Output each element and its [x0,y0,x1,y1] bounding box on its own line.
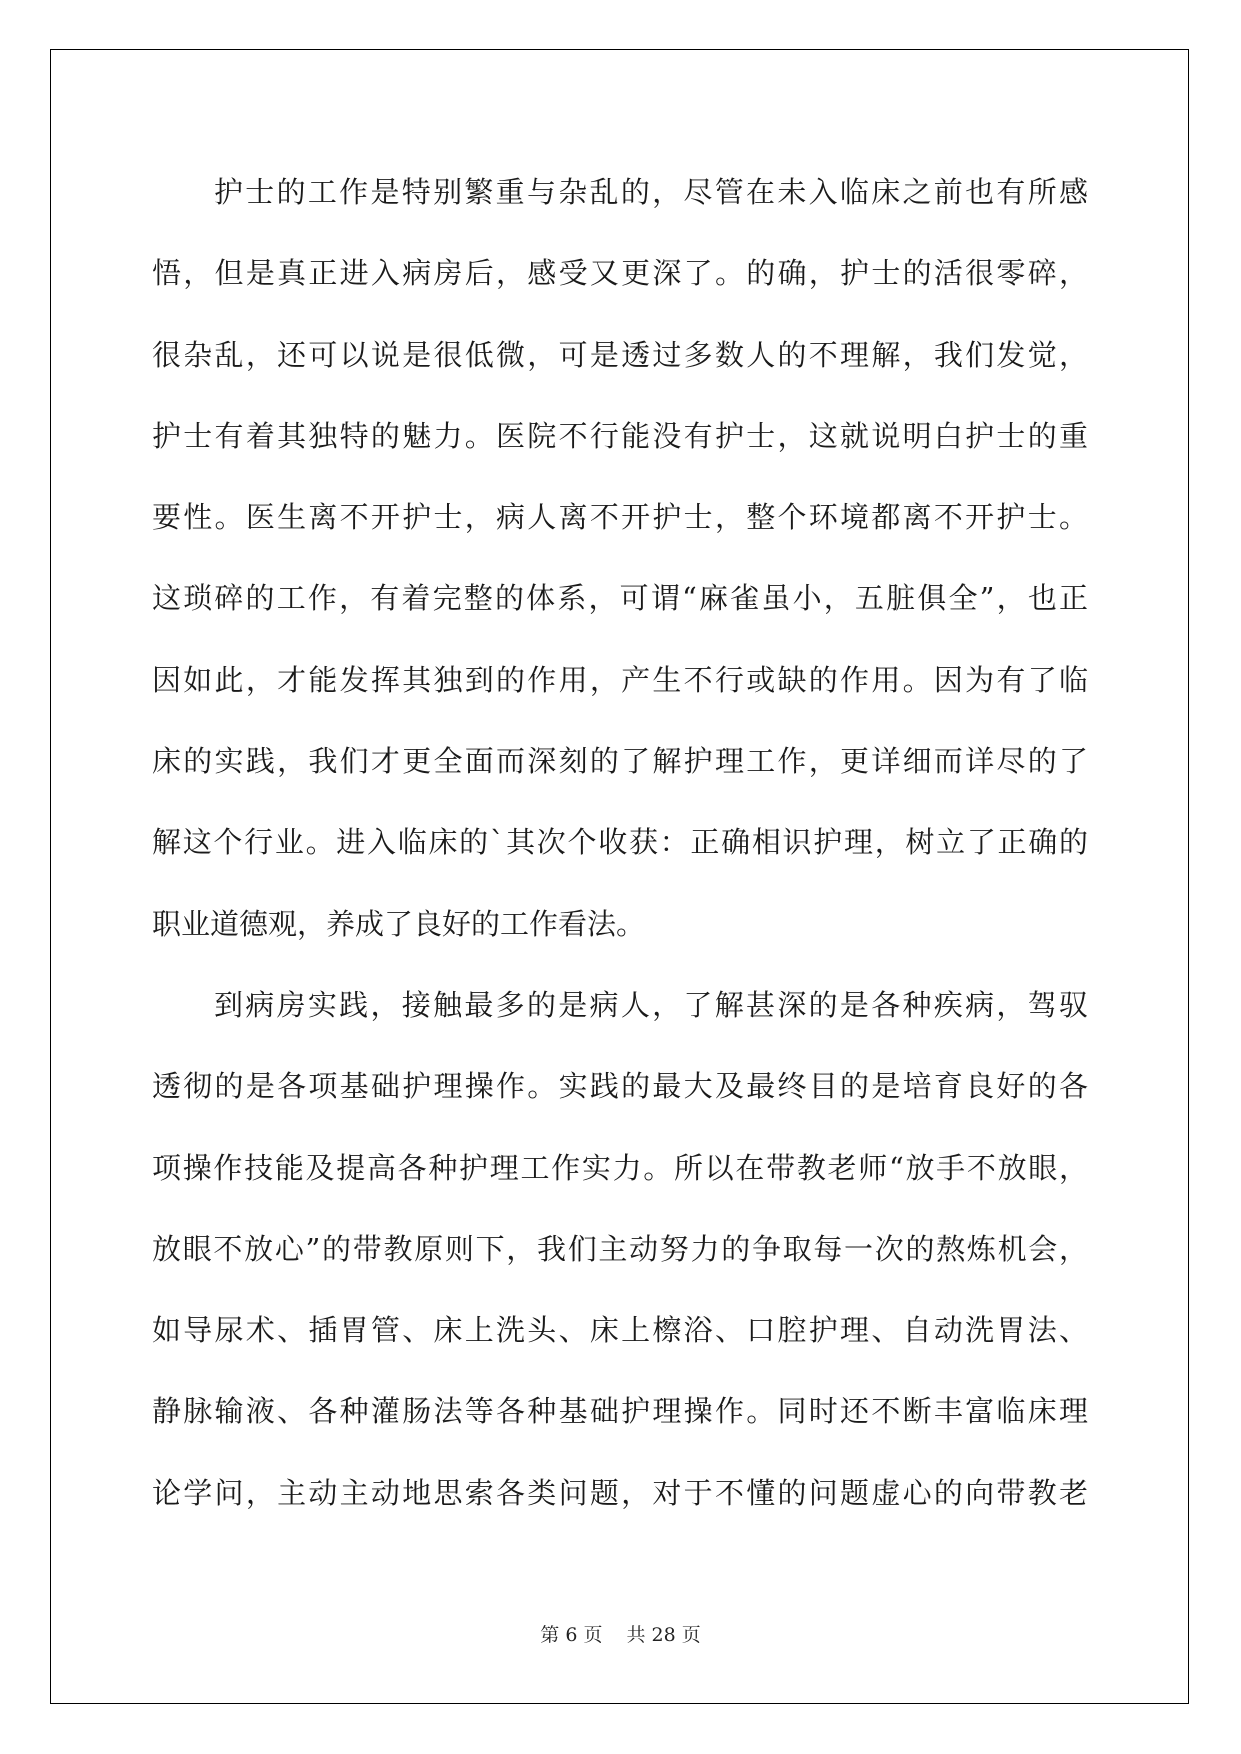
page-number: 第 6 页 [540,1624,603,1646]
paragraph-2-line-6: 静脉输液、各种灌肠法等各种基础护理操作。同时还不断丰富临床理 [152,1394,1088,1429]
paragraph-1-line-8: 床的实践，我们才更全面而深刻的了解护理工作，更详细而详尽的了 [152,744,1088,779]
paragraph-2-line-1: 到病房实践，接触最多的是病人，了解甚深的是各种疾病，驾驭 [214,987,1088,1022]
paragraph-1-line-10: 职业道德观，养成了良好的工作看法。 [152,906,646,941]
paragraph-2-line-5: 如导尿术、插胃管、床上洗头、床上檫浴、口腔护理、自动洗胃法、 [152,1313,1088,1348]
paragraph-1-line-7: 因如此，才能发挥其独到的作用，产生不行或缺的作用。因为有了临 [152,662,1088,697]
paragraph-2-line-7: 论学问，主动主动地思索各类问题，对于不懂的问题虚心的向带教老 [152,1475,1088,1510]
paragraph-2-line-4: 放眼不放心”的带教原则下，我们主动努力的争取每一次的熬炼机会， [152,1231,1088,1266]
paragraph-1-line-3: 很杂乱，还可以说是很低微，可是透过多数人的不理解，我们发觉， [152,337,1088,372]
paragraph-1-line-9: 解这个行业。进入临床的`其次个收获：正确相识护理，树立了正确的 [152,825,1088,860]
paragraph-2-line-2: 透彻的是各项基础护理操作。实践的最大及最终目的是培育良好的各 [152,1069,1088,1104]
page-total: 共 28 页 [626,1624,701,1646]
paragraph-1-line-5: 要性。医生离不开护士，病人离不开护士，整个环境都离不开护士。 [152,500,1088,535]
paragraph-1-line-6: 这琐碎的工作，有着完整的体系，可谓“麻雀虽小，五脏俱全”，也正 [152,581,1088,616]
document-body [152,160,1088,1542]
paragraph-1-line-2: 悟，但是真正进入病房后，感受又更深了。的确，护士的活很零碎， [152,256,1088,291]
paragraph-2-line-3: 项操作技能及提高各种护理工作实力。所以在带教老师“放手不放眼， [152,1150,1088,1185]
page-footer [0,1620,1241,1647]
paragraph-1-line-1: 护士的工作是特别繁重与杂乱的，尽管在未入临床之前也有所感 [214,175,1088,209]
paragraph-1-line-4: 护士有着其独特的魅力。医院不行能没有护士，这就说明白护士的重 [152,418,1088,453]
